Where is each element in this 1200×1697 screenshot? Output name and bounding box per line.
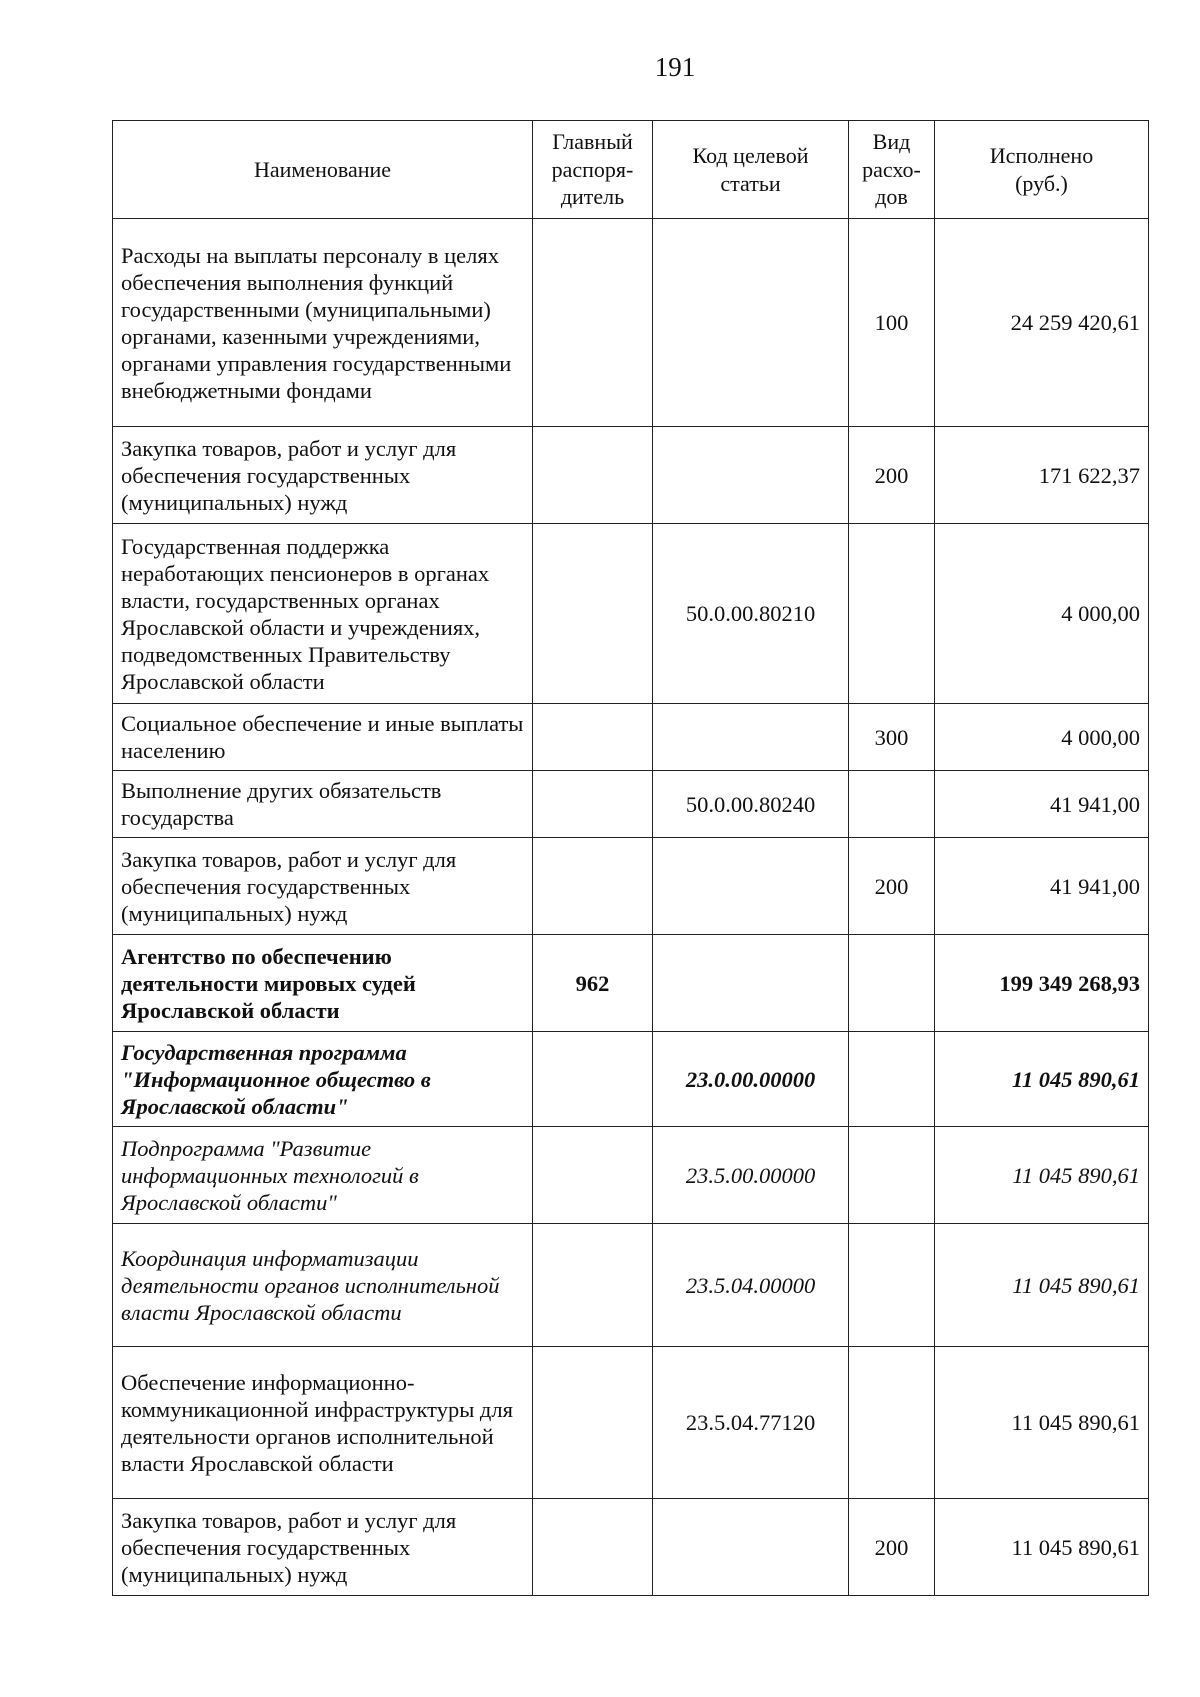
table-row — [113, 524, 1149, 704]
row-code — [653, 427, 849, 524]
table-row — [113, 1032, 1149, 1127]
row-kind: 200 — [849, 838, 935, 935]
table-row — [113, 935, 1149, 1032]
row-code: 50.0.00.80210 — [653, 524, 849, 704]
budget-table — [112, 120, 1149, 1596]
row-code: 50.0.00.80240 — [653, 771, 849, 838]
row-chief: 962 — [533, 935, 653, 1032]
row-chief — [533, 838, 653, 935]
table-row — [113, 771, 1149, 838]
row-kind: 100 — [849, 219, 935, 427]
row-chief — [533, 524, 653, 704]
row-code — [653, 935, 849, 1032]
row-name: Обеспечение информационно-коммуникационной инфраструктуры для деятельности органов исполнительной власти Ярославской области — [113, 1347, 533, 1499]
row-chief — [533, 1347, 653, 1499]
row-name: Государственная программа "Информационное общество в Ярославской области" — [113, 1032, 533, 1127]
row-code: 23.5.00.00000 — [653, 1127, 849, 1224]
row-name: Подпрограмма "Развитие информационных технологий в Ярославской области" — [113, 1127, 533, 1224]
table-row — [113, 1347, 1149, 1499]
row-kind — [849, 524, 935, 704]
row-amount: 11 045 890,61 — [935, 1224, 1149, 1347]
row-amount: 41 941,00 — [935, 838, 1149, 935]
row-name: Закупка товаров, работ и услуг для обеспечения государственных (муниципальных) нужд — [113, 427, 533, 524]
row-code — [653, 704, 849, 771]
row-name: Расходы на выплаты персоналу в целях обеспечения выполнения функций государственными (муниципальными) органами, казенными учреждениями, органами управления государственными внебюджетными фондами — [113, 219, 533, 427]
table-row — [113, 1224, 1149, 1347]
row-amount: 41 941,00 — [935, 771, 1149, 838]
header-chief: Главный распоря- дитель — [533, 121, 653, 219]
row-chief — [533, 1224, 653, 1347]
table-header-row — [113, 121, 1149, 219]
row-amount: 11 045 890,61 — [935, 1032, 1149, 1127]
row-chief — [533, 771, 653, 838]
row-kind — [849, 1032, 935, 1127]
row-amount: 199 349 268,93 — [935, 935, 1149, 1032]
table-row — [113, 1127, 1149, 1224]
row-kind: 200 — [849, 1499, 935, 1596]
header-code: Код целевой статьи — [653, 121, 849, 219]
header-kind: Вид расхо- дов — [849, 121, 935, 219]
row-name: Агентство по обеспечению деятельности мировых судей Ярославской области — [113, 935, 533, 1032]
table-row — [113, 219, 1149, 427]
row-code — [653, 219, 849, 427]
row-amount: 4 000,00 — [935, 524, 1149, 704]
row-code: 23.0.00.00000 — [653, 1032, 849, 1127]
row-code — [653, 838, 849, 935]
row-chief — [533, 1127, 653, 1224]
row-kind — [849, 1224, 935, 1347]
row-chief — [533, 1499, 653, 1596]
row-name: Закупка товаров, работ и услуг для обеспечения государственных (муниципальных) нужд — [113, 838, 533, 935]
row-code — [653, 1499, 849, 1596]
row-name: Государственная поддержка неработающих пенсионеров в органах власти, государственных органах Ярославской области и учреждениях, подведомственных Правительству Ярославской области — [113, 524, 533, 704]
page-number: 191 — [654, 52, 696, 82]
row-name: Координация информатизации деятельности органов исполнительной власти Ярославской области — [113, 1224, 533, 1347]
row-amount: 11 045 890,61 — [935, 1347, 1149, 1499]
row-chief — [533, 1032, 653, 1127]
row-kind — [849, 935, 935, 1032]
row-amount: 24 259 420,61 — [935, 219, 1149, 427]
row-kind: 200 — [849, 427, 935, 524]
row-name: Выполнение других обязательств государства — [113, 771, 533, 838]
row-code: 23.5.04.00000 — [653, 1224, 849, 1347]
row-kind — [849, 1127, 935, 1224]
row-amount: 11 045 890,61 — [935, 1127, 1149, 1224]
row-name: Социальное обеспечение и иные выплаты населению — [113, 704, 533, 771]
table-row — [113, 838, 1149, 935]
table-row — [113, 704, 1149, 771]
row-kind — [849, 771, 935, 838]
row-amount: 171 622,37 — [935, 427, 1149, 524]
header-name: Наименование — [113, 121, 533, 219]
row-amount: 11 045 890,61 — [935, 1499, 1149, 1596]
row-chief — [533, 704, 653, 771]
row-amount: 4 000,00 — [935, 704, 1149, 771]
row-code: 23.5.04.77120 — [653, 1347, 849, 1499]
header-executed: Исполнено (руб.) — [935, 121, 1149, 219]
table-row — [113, 1499, 1149, 1596]
table-row — [113, 427, 1149, 524]
row-chief — [533, 427, 653, 524]
row-name: Закупка товаров, работ и услуг для обеспечения государственных (муниципальных) нужд — [113, 1499, 533, 1596]
row-kind — [849, 1347, 935, 1499]
row-chief — [533, 219, 653, 427]
row-kind: 300 — [849, 704, 935, 771]
